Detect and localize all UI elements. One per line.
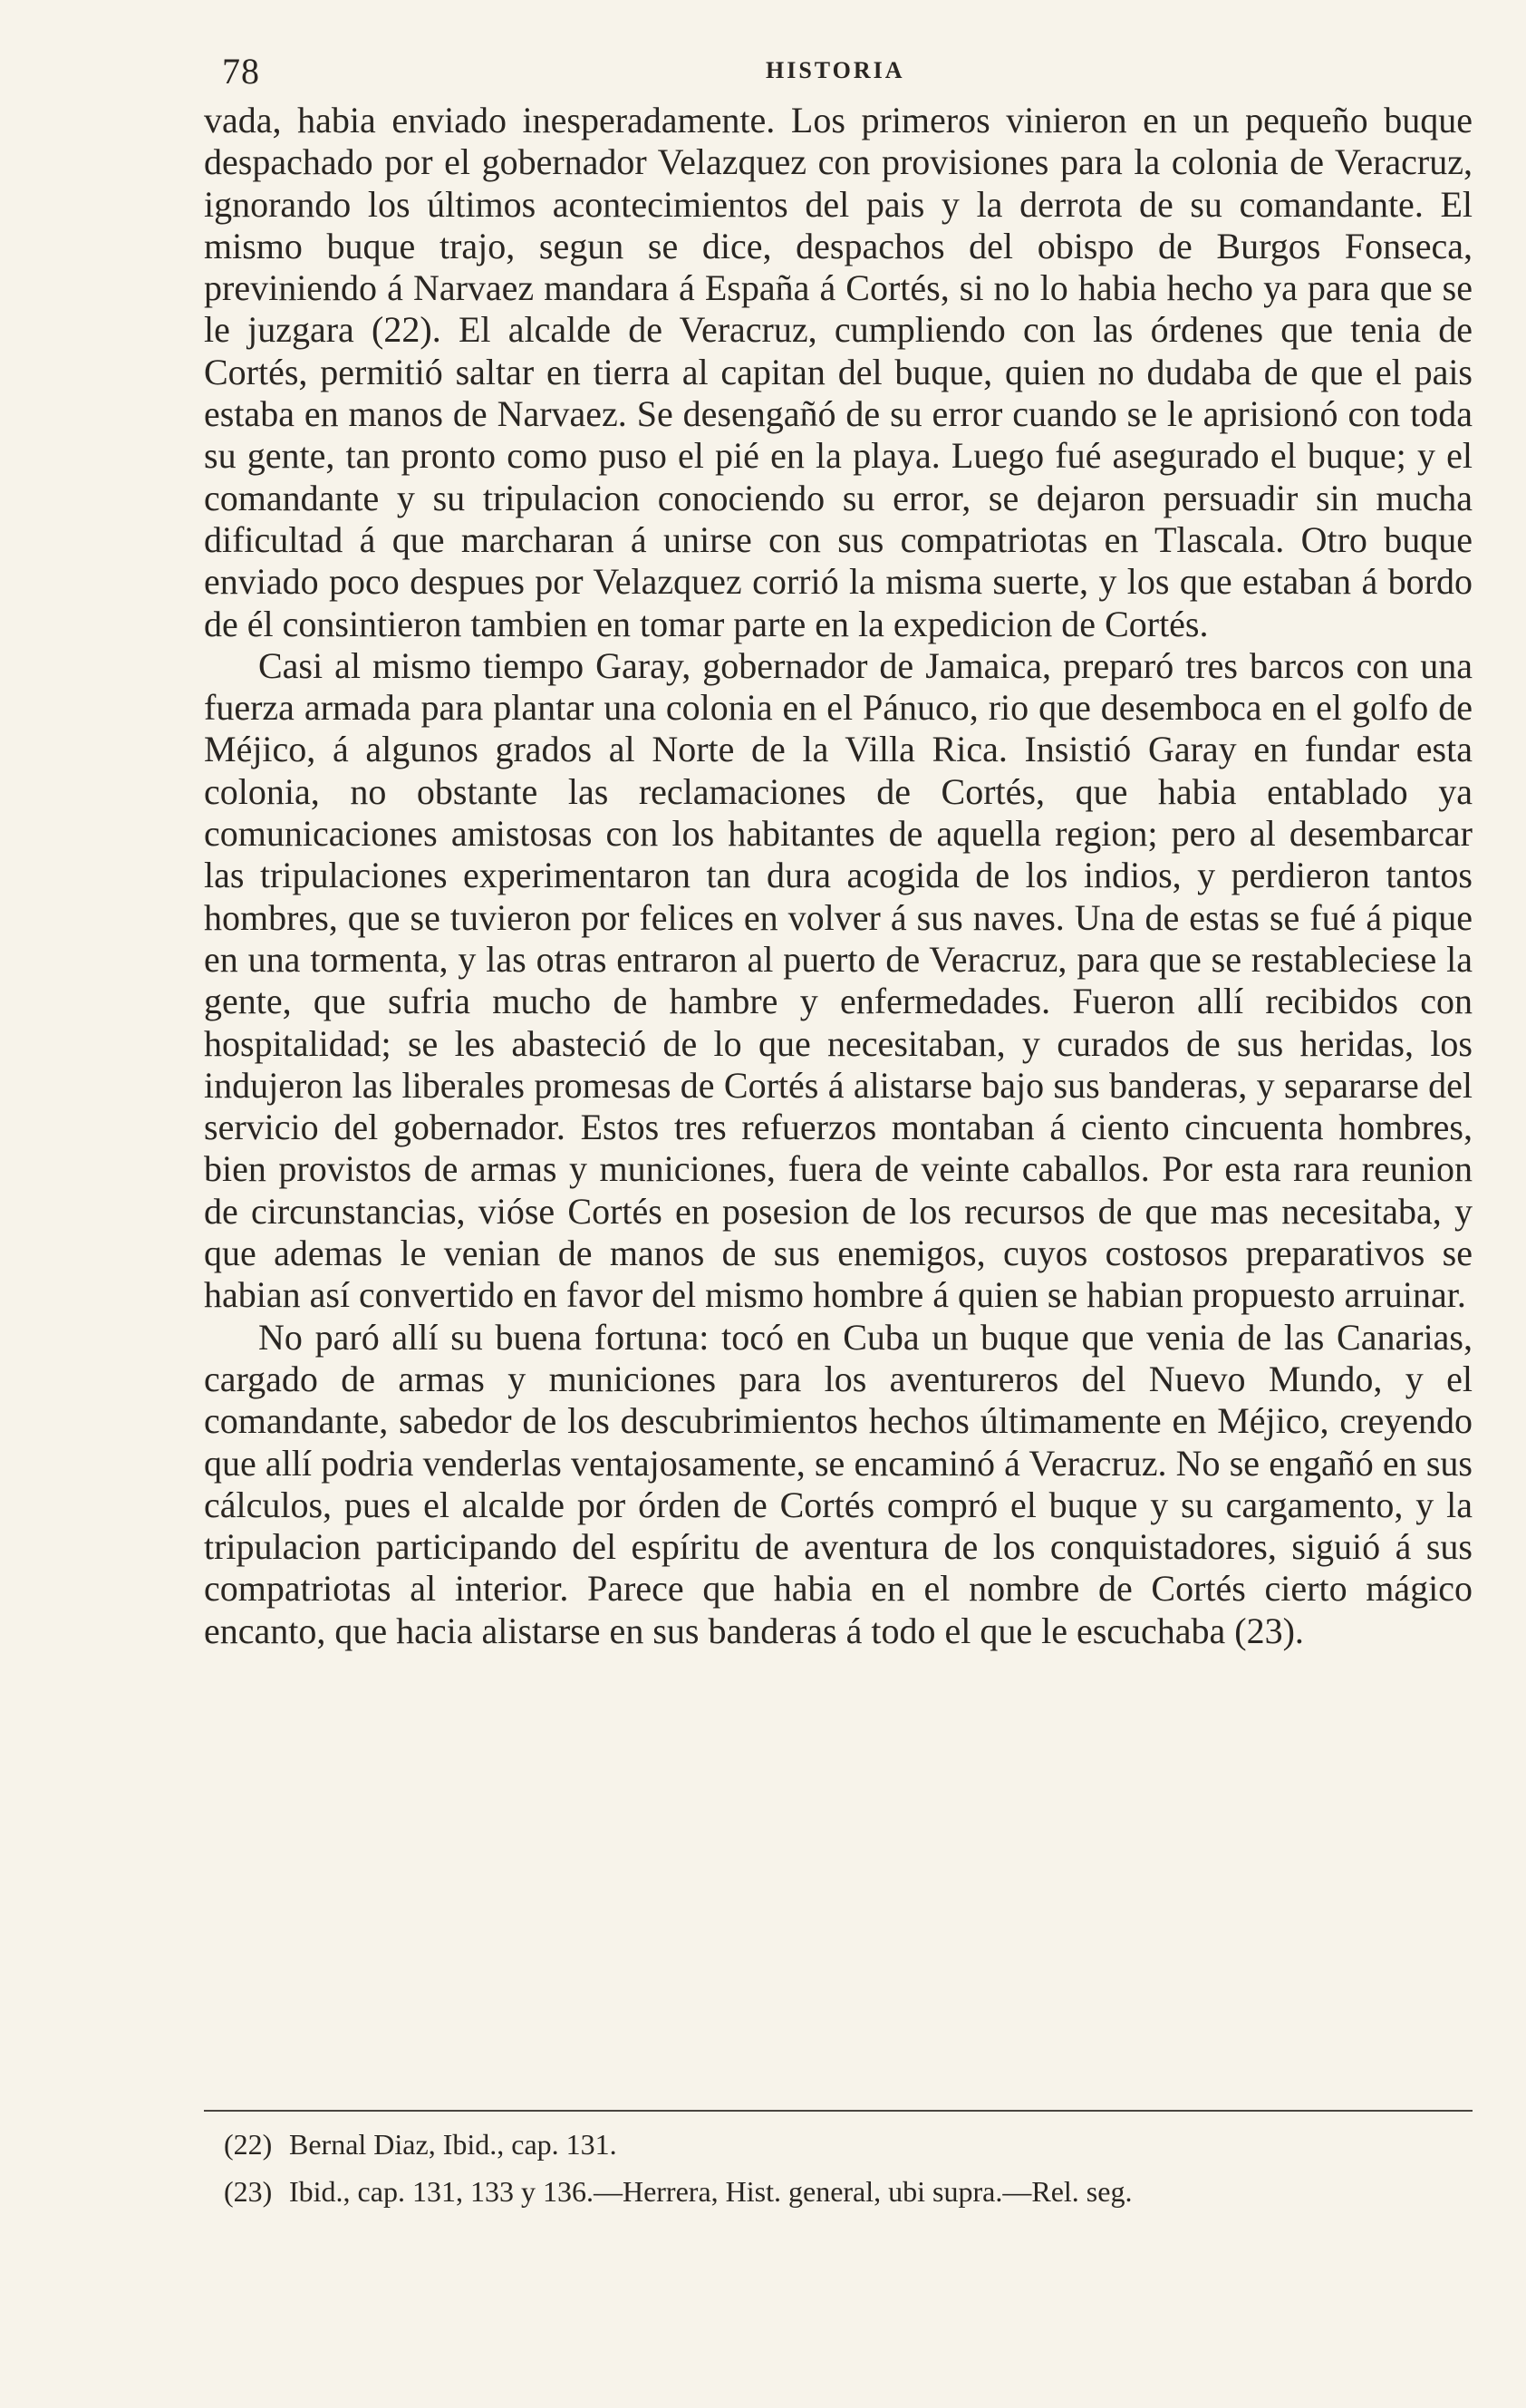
paragraph: Casi al mismo tiempo Garay, gobernador de Jamaica, preparó tres barcos con una fuerza armada para plantar una colonia en el Pánuco, rio que desemboca en el golfo de Méjico, á algunos grados al Norte de la Villa Rica. Insistió Garay en fundar esta colonia, no obstante las reclamaciones de Cortés, que habia entablado ya comunicaciones amistosas con los habitantes de aquella region; pero al desembarcar las tripulaciones experimentaron tan dura acogida de los indios, y perdieron tantos hombres, que se tuvieron por felices en volver á sus naves. Una de estas se fué á pique en una tormenta, y las otras entraron al puerto de Veracruz, para que se restableciese la gente, que sufria mucho de hambre y enfermedades. Fueron allí recibidos con hospitalidad; se les abasteció de lo que necesitaban, y curados de sus heridas, los indujeron las liberales promesas de Cortés á alistarse bajo sus banderas, y separarse del servicio del gobernador. Estos tres refuerzos montaban á ciento cincuenta hombres, bien provistos de armas y municiones, fuera de veinte caballos. Por esta rara reunion de circunstancias, vióse Cortés en posesion de los recursos de que mas necesitaba, y que ademas le venian de manos de sus enemigos, cuyos costosos preparativos se habian así convertido en favor del mismo hombre á quien se habian propuesto arruinar. [204,644,1473,1316]
footnote [204,2121,1473,2168]
body-text [204,100,1473,1652]
footnote-marker: (22) [224,2128,273,2161]
footnote-text: Ibid., cap. 131, 133 y 136.—Herrera, Hist. general, ubi supra.—Rel. seg. [289,2175,1133,2208]
footnotes [204,2121,1473,2215]
page-number: 78 [222,51,260,92]
footnote-marker: (23) [224,2175,273,2208]
paragraph-continued: vada, habia enviado inesperadamente. Los primeros vinieron en un pequeño buque despachado por el gobernador Velazquez con provisiones para la colonia de Veracruz, ignorando los últimos acontecimientos del pais y la derrota de su comandante. El mismo buque trajo, segun se dice, despachos del obispo de Burgos Fonseca, previniendo á Narvaez mandara á España á Cortés, si no lo habia hecho ya para que se le juzgara (22). El alcalde de Veracruz, cumpliendo con las órdenes que tenia de Cortés, permitió saltar en tierra al capitan del buque, quien no dudaba de que el pais estaba en manos de Narvaez. Se desengañó de su error cuando se le aprisionó con toda su gente, tan pronto como puso el pié en la playa. Luego fué asegurado el buque; y el comandante y su tripulacion conociendo su error, se dejaron persuadir sin mucha dificultad á que marcharan á unirse con sus compatriotas en Tlascala. Otro buque enviado poco despues por Velazquez corrió la misma suerte, y los que estaban á bordo de él consintieron tambien en tomar parte en la expedicion de Cortés. [204,100,1473,644]
footnote [204,2168,1473,2215]
footnote-text: Bernal Diaz, Ibid., cap. 131. [289,2128,617,2161]
footnote-divider [204,2110,1473,2112]
running-head: HISTORIA [766,57,905,83]
page-header [204,50,1473,95]
paragraph: No paró allí su buena fortuna: tocó en Cuba un buque que venia de las Canarias, cargado de armas y municiones para los aventureros del Nuevo Mundo, y el comandante, sabedor de los descubrimientos hechos últimamente en Méjico, creyendo que allí podria venderlas ventajosamente, se encaminó á Veracruz. No se engañó en sus cálculos, pues el alcalde por órden de Cortés compró el buque y su cargamento, y la tripulacion participando del espíritu de aventura de los conquistadores, siguió á sus compatriotas al interior. Parece que habia en el nombre de Cortés cierto mágico encanto, que hacia alistarse en sus banderas á todo el que le escuchaba (23). [204,1316,1473,1651]
